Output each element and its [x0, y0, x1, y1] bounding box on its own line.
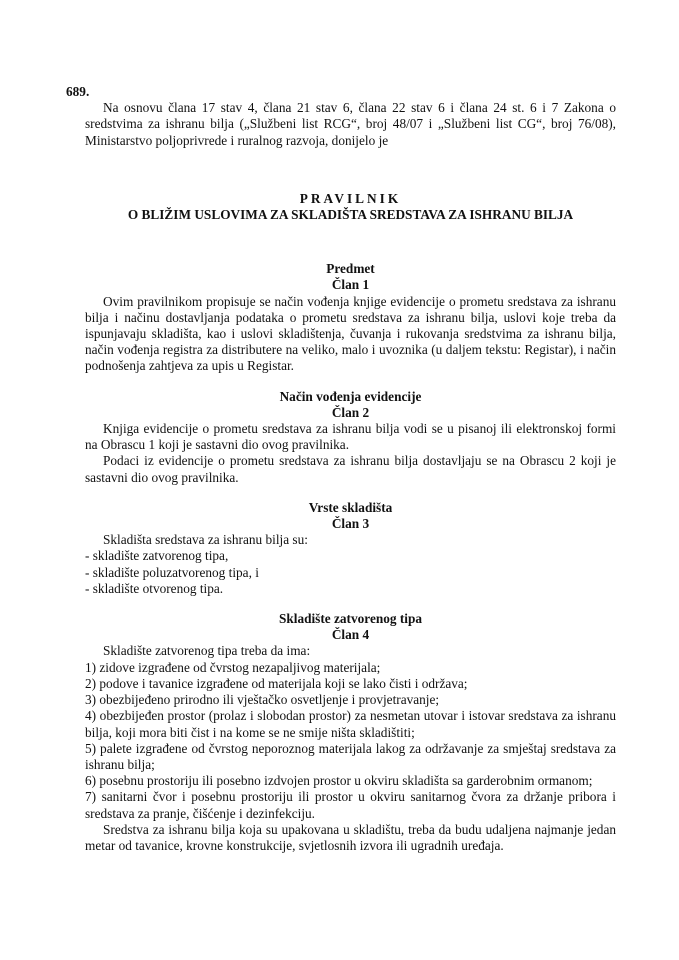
- section-heading-vrste-skladista: Vrste skladišta: [308, 499, 393, 515]
- article-2-paragraph-2: Podaci iz evidencije o prometu sredstava za ishranu bilja dostavljaju se na Obrascu 2 koji je sastavni dio ovog pravilnika.: [85, 453, 616, 485]
- article-4-item: 2) podove i tavanice izgrađene od materijala koji se lako čisti i održava;: [85, 675, 468, 691]
- article-4-item: 6) posebnu prostoriju ili posebno izdvojen prostor u okviru skladišta sa garderobnim ormanom;: [85, 773, 593, 789]
- article-3-intro: Skladišta sredstava za ishranu bilja su:: [103, 532, 308, 548]
- article-1-label: Član 1: [331, 277, 370, 293]
- article-4-intro: Skladište zatvorenog tipa treba da ima:: [103, 643, 311, 659]
- preamble: Na osnovu člana 17 stav 4, člana 21 stav 6, člana 22 stav 6 i člana 24 st. 6 i 7 Zakona o sredstvima za ishranu bilja („Službeni list RCG“, broj 48/07 i „Službeni list CG“, broj 76/08), Ministarstvo poljoprivrede i ruralnog razvoja, donijelo je: [85, 100, 616, 148]
- article-3-label: Član 3: [331, 516, 370, 532]
- document-body: [66, 84, 616, 854]
- article-2-paragraph-1: Knjiga evidencije o prometu sredstava za ishranu bilja vodi se u pisanoj ili elektronskoj formi na Obrascu 1 koji je sastavni dio ovog pravilnika.: [85, 421, 616, 453]
- article-4-label: Član 4: [331, 627, 370, 643]
- article-4-closing: Sredstva za ishranu bilja koja su upakovana u skladištu, treba da budu udaljena najmanje jedan metar od tavanice, krovne konstrukcije, svjetlosnih izvora ili ugradnih uređaja.: [85, 821, 616, 853]
- article-4-item: 1) zidove izgrađene od čvrstog nezapaljivog materijala;: [85, 659, 381, 675]
- section-heading-predmet: Predmet: [326, 261, 375, 277]
- document-title: PRAVILNIK: [299, 190, 402, 206]
- article-1-paragraph: Ovim pravilnikom propisuje se način vođenja knjige evidencije o prometu sredstava za ishranu bilja i načinu dostavljanja podataka o prometu sredstava za ishranu bilja, uslovi koje treba da ispunjavaju skladišta, kao i uslovi skladištenja, čuvanja i rukovanja sredstvima za ishranu bilja, način vođenja registra za distributere na veliko, malo i uvoznika (u daljem tekstu: Registar), i način podnošenja zahtjeva za upis u Registar.: [85, 293, 616, 374]
- article-4-item: 5) palete izgrađene od čvrstog neporoznog materijala lakog za održavanje za smještaj sredstava za ishranu bilja;: [85, 740, 616, 772]
- article-3-item: - skladište otvorenog tipa.: [85, 580, 224, 596]
- article-2-label: Član 2: [331, 404, 370, 420]
- article-3-item: - skladište zatvorenog tipa,: [85, 548, 229, 564]
- section-heading-nacin-vodjenja: Način vođenja evidencije: [279, 388, 422, 404]
- document-subtitle: O BLIŽIM USLOVIMA ZA SKLADIŠTA SREDSTAVA ZA ISHRANU BILJA: [127, 207, 574, 223]
- document-number: 689.: [66, 84, 90, 99]
- article-4-item: 4) obezbijeđen prostor (prolaz i slobodan prostor) za nesmetan utovar i istovar sredstava za ishranu bilja, koji mora biti čist i na kome se ne smije ništa skladištiti;: [85, 708, 616, 740]
- article-4-item: 3) obezbijeđeno prirodno ili vještačko osvetljenje i provjetravanje;: [85, 692, 440, 708]
- section-heading-zatvorenog-tipa: Skladište zatvorenog tipa: [278, 611, 423, 627]
- article-4-item: 7) sanitarni čvor i posebnu prostoriju ili prostor u okviru sanitarnog čvora za držanje pribora i sredstava za pranje, čišćenje i dezinfekciju.: [85, 789, 616, 821]
- article-3-item: - skladište poluzatvorenog tipa, i: [85, 564, 259, 580]
